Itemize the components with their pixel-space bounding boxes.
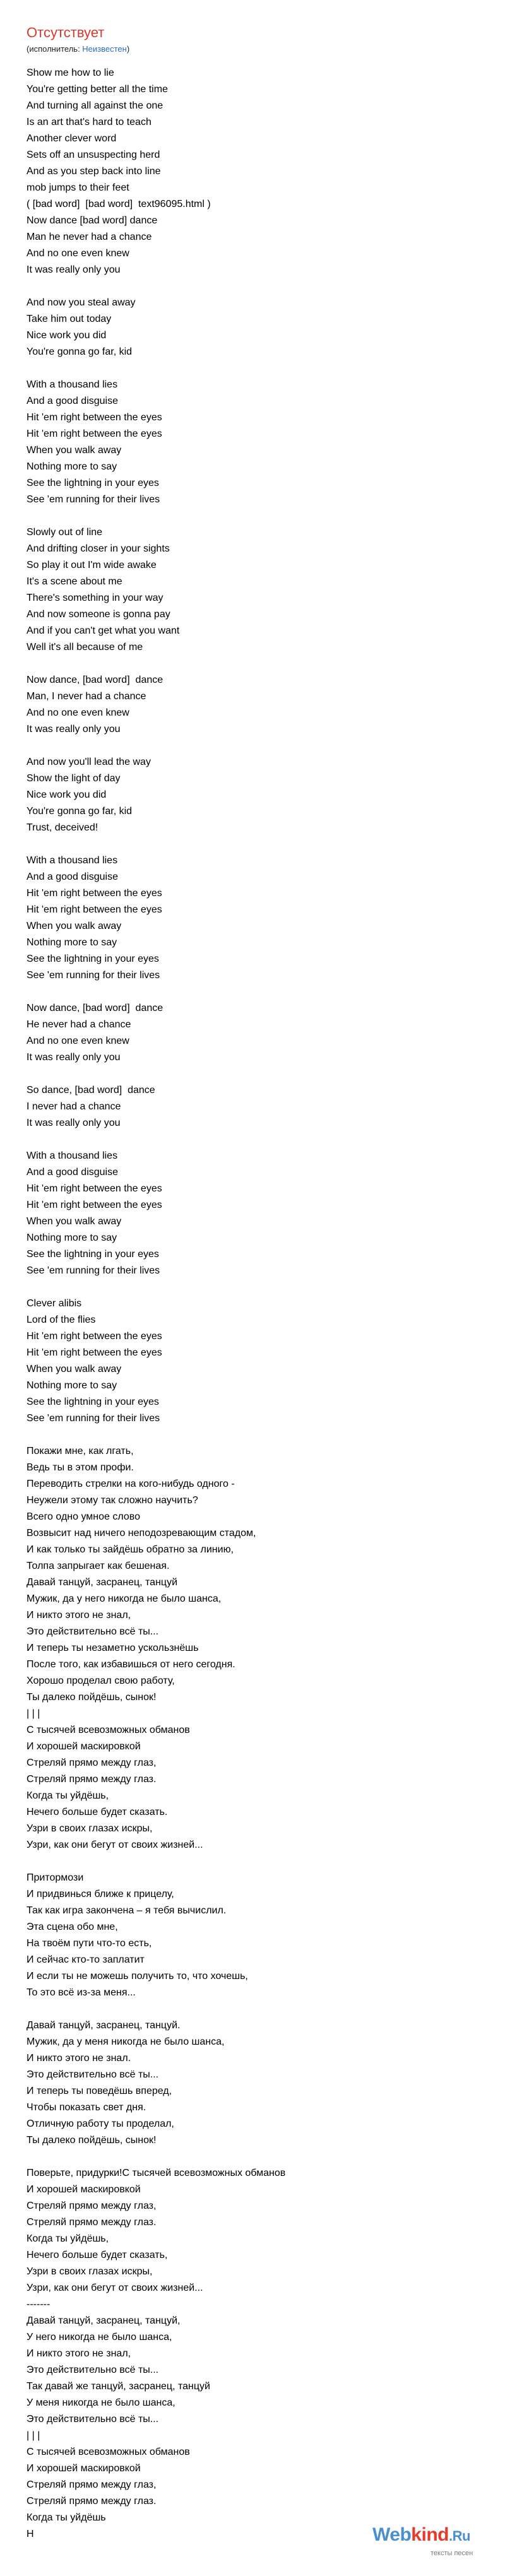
artist-prefix: (исполнитель:: [27, 44, 83, 54]
lyrics-text: Show me how to lie You're getting better all the time And turning all against the one Is an art that's hard to teach Another clever word Sets off an unsuspecting herd And as you step back into line mob jumps to their feet ( [bad word] [bad word] text96095.html ) Now dance [bad word] dance Man he never had a chance And no one even knew It was really only you And now you steal away Take him out today Nice work you did You're gonna go far, kid With a thousand lies And a good disguise Hit 'em right between the eyes Hit 'em right between the eyes When you walk away Nothing more to say See the lightning in your eyes See 'em running for their lives Slowly out of line And drifting closer in your sights So play it out I'm wide awake It's a scene about me There's something in your way And now someone is gonna pay And if you can't get what you want Well it's all because of me Now dance, [bad word] dance Man, I never had a chance And no one even knew It was really only you And now you'll lead the way Show the light of day Nice work you did You're gonna go far, kid Trust, deceived! With a thousand lies And a good disguise Hit 'em right between the eyes Hit 'em right between the eyes When you walk away Nothing more to say See the lightning in your eyes See 'em running for their lives Now dance, [bad word] dance He never had a chance And no one even knew It was really only you So dance, [bad word] dance I never had a chance It was really only you With a thousand lies And a good disguise Hit 'em right between the eyes Hit 'em right between the eyes When you walk away Nothing more to say See the lightning in your eyes See 'em running for their lives Clever alibis Lord of the flies Hit 'em right between the eyes Hit 'em right between the eyes When you walk away Nothing more to say See the lightning in your eyes See 'em running for their lives Покажи мне, как лгать, Ведь ты в этом профи. Переводить стрелки на кого-нибудь одного - Неужели этому так сложно научить? Всего одно умное слово Возвысит над ничего неподозревающим стадом, И как только ты зайдёшь обратно за линию, Толпа запрыгает как бешеная. Давай танцуй, засранец, танцуй Мужик, да у него никогда не было шанса, И никто этого не знал, Это действительно всё ты... И теперь ты незаметно ускользнёшь После того, как избавишься от него сегодня. Хорошо проделал свою работу, Ты далеко пойдёшь, сынок! | | | С тысячей всевозможных обманов И хорошей маскировкой Стреляй прямо между глаз, Стреляй прямо между глаз. Когда ты уйдёшь, Нечего больше будет сказать. Узри в своих глазах искры, Узри, как они бегут от своих жизней... Притормози И придвинься ближе к прицелу, Так как игра закончена – я тебя вычислил. Эта сцена обо мне, На твоём пути что-то есть, И сейчас кто-то заплатит И если ты не можешь получить то, что хочешь, То это всё из-за меня... Давай танцуй, засранец, танцуй. Мужик, да у меня никогда не было шанса, И никто этого не знал. Это действительно всё ты... И теперь ты поведёшь вперед, Чтобы показать свет дня. Отличную работу ты проделал, Ты далеко пойдёшь, сынок! Поверьте, придурки!С тысячей всевозможных обманов И хорошей маскировкой Стреляй прямо между глаз, Стреляй прямо между глаз. Когда ты уйдёшь, Нечего больше будет сказать, Узри в своих глазах искры, Узри, как они бегут от своих жизней... ------- Давай танцуй, засранец, танцуй, У него никогда не было шанса, И никто этого не знал, Это действительно всё ты... Так давай же танцуй, засранец, танцуй У меня никогда не было шанса, Это действительно всё ты... | | | С тысячей всевозможных обманов И хорошей маскировкой Стреляй прямо между глаз, Стреляй прямо между глаз. Когда ты уйдёшь Н: [27, 68, 286, 2539]
logo-web-text: [372, 2524, 449, 2545]
logo-web-part: Web: [372, 2524, 412, 2545]
logo-kind-part: kind: [411, 2524, 449, 2545]
page-content: [27, 24, 468, 2543]
logo-tagline: тексты песен: [431, 2549, 473, 2557]
logo-domain-text: .Ru: [448, 2528, 470, 2544]
artist-suffix: ): [126, 44, 130, 54]
logo-wordmark: [372, 2524, 470, 2546]
site-logo[interactable]: [372, 2519, 492, 2563]
artist-line: [27, 44, 468, 55]
page-title: Отсутствует: [27, 25, 105, 40]
artist-link[interactable]: Неизвестен: [82, 44, 127, 54]
